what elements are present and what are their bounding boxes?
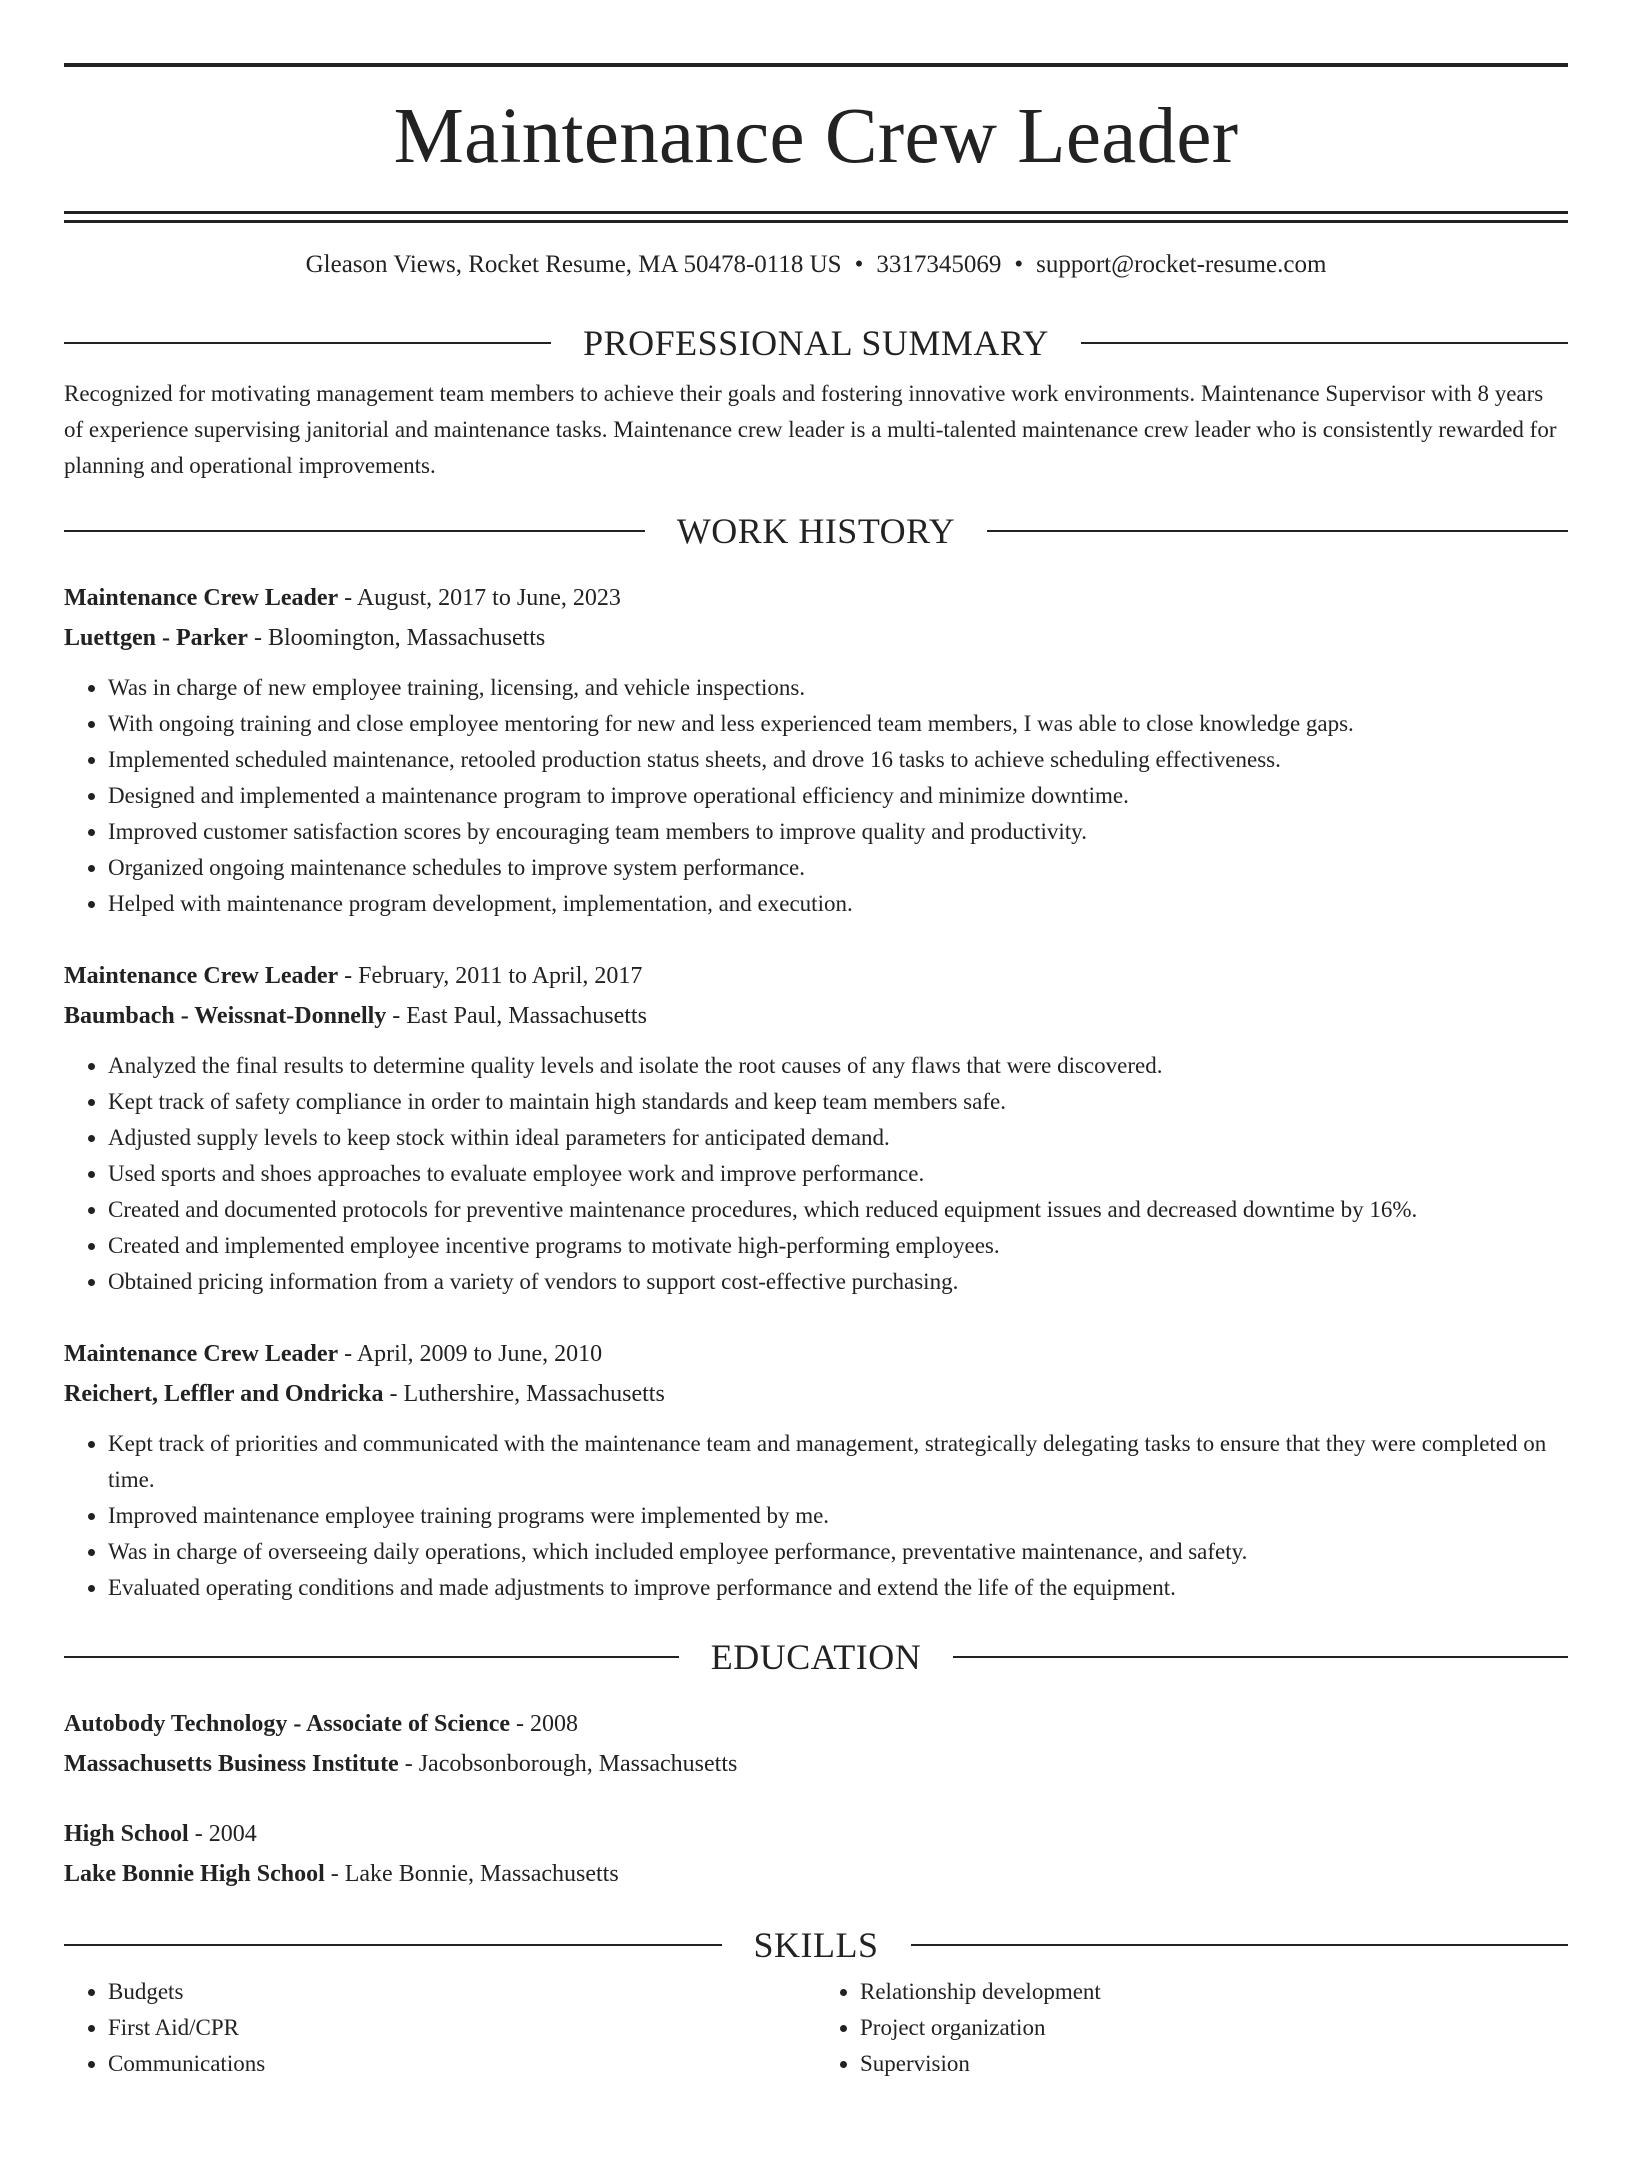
job-bullet: • Created and documented protocols for preventive maintenance procedures, which reduced equipment issues and decreased downtime by 16%. [108,1192,1568,1228]
heading-rule-right [953,1656,1568,1658]
contact-separator: • [854,251,864,278]
education-degree: Autobody Technology - Associate of Science [64,1711,511,1737]
job-bullet: • Was in charge of new employee training, licensing, and vehicle inspections. [108,670,1568,706]
heading-rule-left [64,530,645,532]
candidate-name: Maintenance Crew Leader [393,93,1239,180]
skill-item: • First Aid/CPR [108,2010,816,2046]
job-bullet: • Designed and implemented a maintenance program to improve operational efficiency and minimize downtime. [108,778,1568,814]
skills-heading [64,1924,1568,1966]
job-bullet: • Improved customer satisfaction scores by encouraging team members to improve quality and productivity. [108,814,1568,850]
job-location: - Luthershire, Massachusetts [389,1381,665,1407]
education-year: - 2004 [194,1821,257,1847]
summary-heading [64,322,1568,364]
education-school: Massachusetts Business Institute [64,1751,399,1777]
job-entry [64,1334,1568,1606]
education-degree: High School [64,1821,189,1847]
heading-rule-left [64,1944,722,1946]
education-entry [64,1704,1568,1784]
education-location: - Lake Bonnie, Massachusetts [330,1861,619,1887]
job-company: Reichert, Leffler and Ondricka [64,1381,384,1407]
contact-address: Gleason Views, Rocket Resume, MA 50478-0118 US [305,251,842,278]
job-company-row [64,1374,1568,1414]
education-school-row [64,1744,1568,1784]
job-dates: - August, 2017 to June, 2023 [344,585,621,611]
skill-item: • Supervision [860,2046,1568,2082]
job-bullet: • Analyzed the final results to determine quality levels and isolate the root causes of any flaws that were discovered. [108,1048,1568,1084]
job-location: - East Paul, Massachusetts [392,1003,647,1029]
resume-page [0,63,1632,2175]
job-bullet: • Was in charge of overseeing daily operations, which included employee performance, preventative maintenance, and safety. [108,1534,1568,1570]
job-bullet: • Adjusted supply levels to keep stock within ideal parameters for anticipated demand. [108,1120,1568,1156]
double-rule-divider [64,211,1568,223]
skills-list-left [64,1974,816,2082]
education-degree-row [64,1814,1568,1854]
heading-rule-right [911,1944,1569,1946]
job-title: Maintenance Crew Leader [64,1341,339,1367]
job-bullet: • Obtained pricing information from a variety of vendors to support cost-effective purchasing. [108,1264,1568,1300]
job-bullet: • Implemented scheduled maintenance, retooled production status sheets, and drove 16 tasks to achieve scheduling effectiveness. [108,742,1568,778]
job-bullets [64,670,1568,922]
job-bullet: • With ongoing training and close employee mentoring for new and less experienced team members, I was able to close knowledge gaps. [108,706,1568,742]
contact-separator: • [1014,251,1024,278]
heading-rule-left [64,342,551,344]
job-bullet: • Improved maintenance employee training programs were implemented by me. [108,1498,1568,1534]
work-history-heading-label: WORK HISTORY [676,511,956,551]
heading-rule-right [1081,342,1568,344]
summary-heading-label: PROFESSIONAL SUMMARY [583,323,1049,363]
job-title-row [64,956,1568,996]
job-bullet: • Created and implemented employee incentive programs to motivate high-performing employees. [108,1228,1568,1264]
heading-rule-right [987,530,1568,532]
skills-columns [64,1974,1568,2082]
job-company: Luettgen - Parker [64,625,248,651]
skill-item: • Communications [108,2046,816,2082]
job-bullets [64,1048,1568,1300]
education-year: - 2008 [516,1711,579,1737]
job-dates: - February, 2011 to April, 2017 [344,963,643,989]
job-bullet: • Organized ongoing maintenance schedules to improve system performance. [108,850,1568,886]
job-dates: - April, 2009 to June, 2010 [344,1341,603,1367]
job-location: - Bloomington, Massachusetts [253,625,546,651]
job-company-row [64,618,1568,658]
job-bullet: • Evaluated operating conditions and made adjustments to improve performance and extend the life of the equipment. [108,1570,1568,1606]
summary-text: Recognized for motivating management team members to achieve their goals and fostering innovative work environments. Maintenance Supervisor with 8 years of experience supervising janitorial and maintenance tasks. Maintenance crew leader is a multi-talented maintenance crew leader who is consistently rewarded for planning and operational improvements. [64,381,1557,478]
job-title-row [64,578,1568,618]
job-bullets [64,1426,1568,1606]
job-title: Maintenance Crew Leader [64,963,339,989]
job-bullet: • Used sports and shoes approaches to evaluate employee work and improve performance. [108,1156,1568,1192]
job-company: Baumbach - Weissnat-Donnelly [64,1003,387,1029]
job-title-row [64,1334,1568,1374]
education-degree-row [64,1704,1568,1744]
job-company-row [64,996,1568,1036]
job-bullet: • Kept track of safety compliance in order to maintain high standards and keep team members safe. [108,1084,1568,1120]
education-location: - Jacobsonborough, Massachusetts [404,1751,738,1777]
skills-list-right [816,1974,1568,2082]
work-history-heading [64,510,1568,552]
skill-item: • Project organization [860,2010,1568,2046]
education-heading-label: EDUCATION [710,1637,922,1677]
job-title: Maintenance Crew Leader [64,585,339,611]
job-entry [64,578,1568,922]
education-heading [64,1636,1568,1678]
skill-item: • Relationship development [860,1974,1568,2010]
education-school-row [64,1854,1568,1894]
skill-item: • Budgets [108,1974,816,2010]
education-entry [64,1814,1568,1894]
job-bullet: • Helped with maintenance program development, implementation, and execution. [108,886,1568,922]
top-rule [64,63,1568,67]
skills-heading-label: SKILLS [753,1925,879,1965]
job-entry [64,956,1568,1300]
contact-phone: 3317345069 [876,251,1002,278]
contact-line [64,250,1568,280]
education-school: Lake Bonnie High School [64,1861,325,1887]
contact-email: support@rocket-resume.com [1036,251,1327,278]
job-bullet: • Kept track of priorities and communicated with the maintenance team and management, strategically delegating tasks to ensure that they were completed on time. [108,1426,1568,1498]
heading-rule-left [64,1656,679,1658]
